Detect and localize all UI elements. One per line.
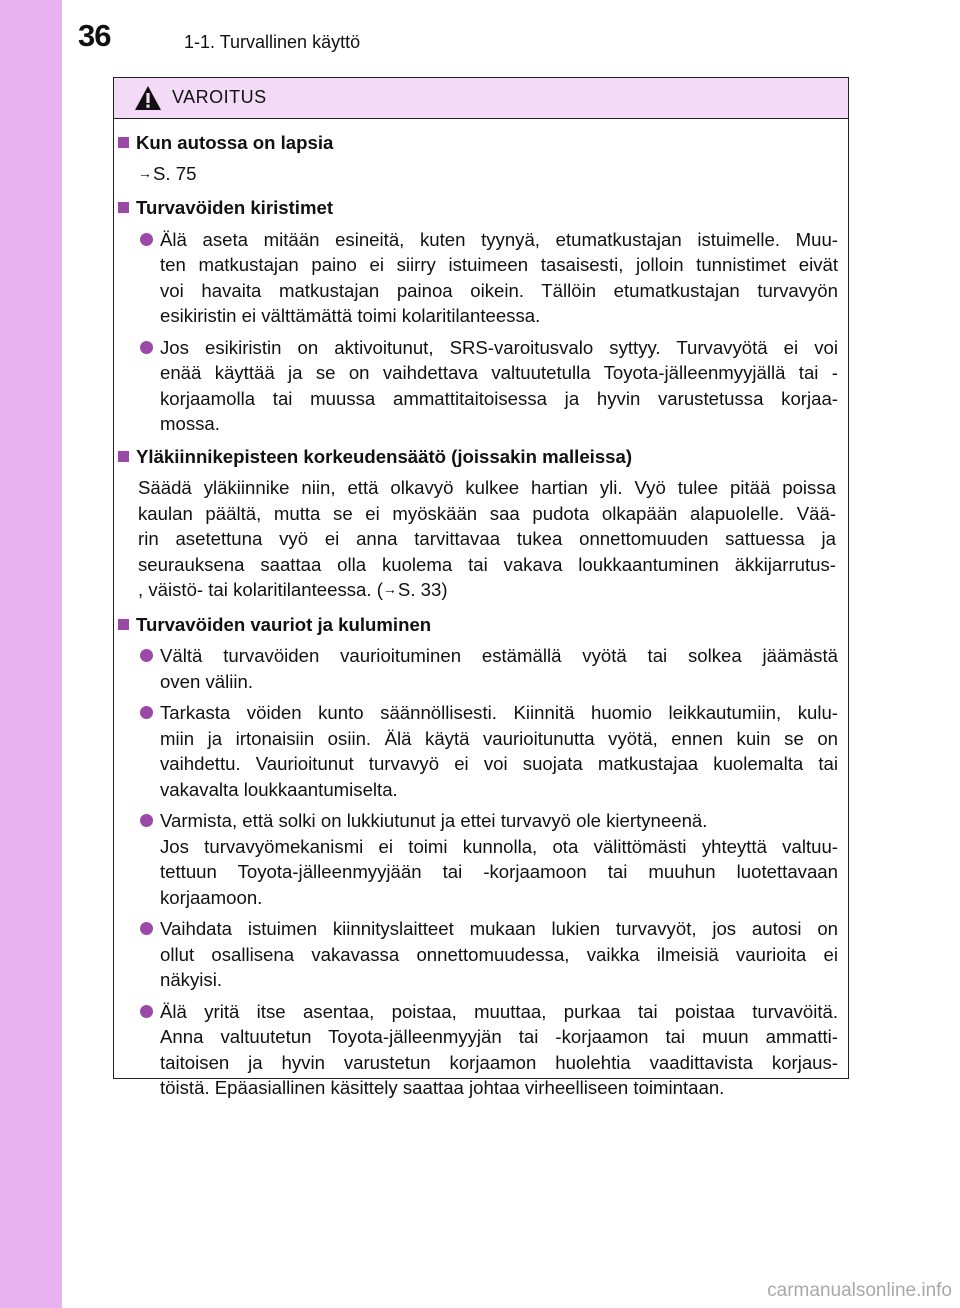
text-line: Säädä yläkiinnike niin, että olkavyö kulkee hartian yli. Vyö tulee pitää poissa [138, 477, 836, 498]
text-line: oven väliin. [160, 670, 254, 692]
reference-text[interactable]: S. 33) [397, 579, 448, 600]
side-color-bar [0, 0, 62, 1308]
text-line: tettuun Toyota-jälleenmyyjään tai -korjaamoon tai muuhun luotettavaan [160, 861, 838, 882]
heading-damage-wear [114, 612, 838, 638]
list-item [114, 999, 838, 1101]
text-line: ten matkustajan paino ei siirry istuimeen tasaisesti, jolloin tunnistimet eivät [160, 254, 838, 275]
square-bullet-icon [118, 137, 129, 148]
text-fragment: , väistö- tai kolaritilanteessa. ( [138, 579, 383, 600]
text-line: esikiristin ei välttämättä toimi kolaritilanteessa. [160, 305, 541, 326]
arrow-right-icon: → [382, 581, 397, 597]
text-line: vaihdettu. Vaurioitunut turvavyö ei voi suojata matkustajaa kuolemalta tai [160, 753, 838, 774]
list-item [114, 227, 838, 329]
round-bullet-icon [140, 341, 153, 354]
text-line: miin ja irtonaisiin osiin. Älä käytä vaurioitunutta vyötä, ennen kuin se on [160, 727, 838, 749]
text-line: Älä yritä itse asentaa, poistaa, muuttaa, purkaa tai poistaa turvavöitä. [160, 1000, 838, 1022]
warning-box [113, 77, 849, 1098]
watermark: carmanualsonline.info [767, 1280, 952, 1301]
text-line: Vältä turvavöiden vaurioituminen estämällä vyötä tai solkea jäämästä [160, 645, 838, 666]
text-line: kaulan päältä, mutta se ei myöskään saa pudota olkapään alapuolelle. Vää- [138, 502, 836, 524]
list-item [114, 700, 838, 802]
text-line [138, 577, 836, 605]
heading-text: Turvavöiden vauriot ja kuluminen [136, 613, 432, 635]
page-number: 36 [78, 18, 111, 53]
page-reference[interactable] [114, 161, 838, 189]
round-bullet-icon [140, 233, 153, 246]
text-line: seurauksena saattaa olla kuolema tai vakava loukkaantuminen äkkijarrutus- [138, 553, 836, 575]
text-line: Vaihdata istuimen kiinnityslaitteet mukaan lukien turvavyöt, jos autosi on [160, 918, 838, 939]
warning-content [114, 130, 848, 1101]
text-line: voi havaita matkustajan painoa oikein. Tällöin etumatkustajan turvavyön [160, 279, 838, 301]
text-line: mossa. [160, 413, 220, 434]
reference-text: S. 75 [153, 162, 197, 184]
text-line: Älä aseta mitään esineitä, kuten tyynyä, etumatkustajan istuimelle. Muu- [160, 228, 838, 250]
round-bullet-icon [140, 1005, 153, 1018]
text-line: Jos esikiristin on aktivoitunut, SRS-varoitusvalo syttyy. Turvavyötä ei voi [160, 336, 838, 358]
text-line: taitoisen ja hyvin varustetun korjaamon huolehtia vaadittavista korjaus- [160, 1051, 838, 1073]
list-item [114, 643, 838, 694]
heading-text: Kun autossa on lapsia [136, 132, 334, 153]
text-line: vakavalta loukkaantumiselta. [160, 778, 398, 800]
text-line: Varmista, että solki on lukkiutunut ja ettei turvavyö ole kiertyneenä. [160, 810, 708, 831]
list-item [114, 916, 838, 993]
paragraph [114, 475, 838, 605]
round-bullet-icon [140, 706, 153, 719]
text-line: rin asetettuna vyö ei anna tarvittavaa tukea onnettomuuden sattuessa ja [138, 528, 836, 549]
text-line: korjaamolla tai muussa ammattitaitoisessa ja hyvin varustetussa korjaa- [160, 387, 838, 409]
round-bullet-icon [140, 649, 153, 662]
heading-anchor-height [114, 444, 838, 470]
warning-triangle-icon [134, 85, 162, 111]
arrow-right-icon: → [138, 164, 152, 181]
text-line: näkyisi. [160, 969, 223, 990]
heading-text: Yläkiinnikepisteen korkeudensäätö (joissakin malleissa) [136, 445, 633, 467]
text-line: Tarkasta vöiden kunto säännöllisesti. Kiinnitä huomio leikkautumiin, kulu- [160, 702, 838, 723]
heading-children [114, 130, 838, 156]
list-item [114, 335, 838, 437]
list-item [114, 808, 838, 910]
round-bullet-icon [140, 814, 153, 827]
square-bullet-icon [118, 619, 129, 630]
square-bullet-icon [118, 451, 129, 462]
round-bullet-icon [140, 922, 153, 935]
text-line: korjaamoon. [160, 886, 263, 908]
section-title: 1-1. Turvallinen käyttö [184, 32, 361, 52]
text-line: töistä. Epäasiallinen käsittely saattaa johtaa virheelliseen toimintaan. [160, 1077, 725, 1098]
text-line: ollut osallisena vakavassa onnettomuudessa, vaikka ilmeisiä vaurioita ei [160, 943, 838, 965]
heading-pretensioners [114, 195, 838, 221]
warning-label: VAROITUS [172, 87, 267, 107]
text-line: enää käyttää ja se on vaihdettava valtuutetulla Toyota-jälleenmyyjällä tai - [160, 362, 838, 383]
text-line: Jos turvavyömekanismi ei toimi kunnolla, ota välittömästi yhteyttä valtuu- [160, 835, 838, 857]
text-line: Anna valtuutetun Toyota-jälleenmyyjän tai -korjaamon tai muun ammatti- [160, 1026, 838, 1047]
warning-header [114, 78, 848, 119]
square-bullet-icon [118, 202, 129, 213]
heading-text: Turvavöiden kiristimet [136, 197, 334, 218]
